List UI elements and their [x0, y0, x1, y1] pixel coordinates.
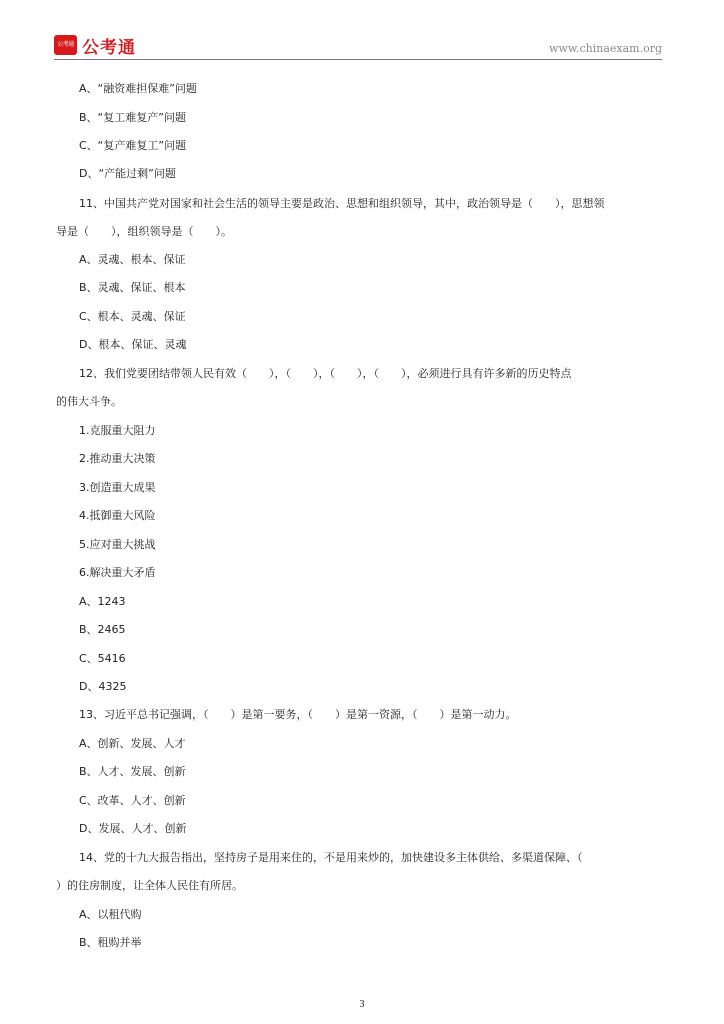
- question-14: 14、党的十九大报告指出，坚持房子是用来住的，不是用来炒的，加快建设多主体供给、多渠道保障、（: [79, 851, 583, 864]
- option-c: C、“复产难复工”问题: [79, 139, 187, 152]
- logo: [54, 33, 136, 57]
- page-header: [54, 33, 662, 59]
- statement-item: 2.推动重大决策: [79, 452, 156, 465]
- option-b: B、人才、发展、创新: [79, 765, 186, 778]
- option-a: A、创新、发展、人才: [79, 737, 186, 750]
- logo-text: 公考通: [82, 37, 136, 58]
- option-b: B、2465: [79, 623, 126, 636]
- page-number: 3: [359, 999, 365, 1010]
- question-14-continued: ）的住房制度，让全体人民住有所居。: [56, 879, 243, 892]
- statement-item: 6.解决重大矛盾: [79, 566, 156, 579]
- header-divider: [54, 59, 662, 60]
- statement-item: 4.抵御重大风险: [79, 509, 156, 522]
- option-d: D、根本、保证、灵魂: [79, 338, 187, 351]
- option-b: B、“复工难复产”问题: [79, 111, 186, 124]
- option-a: A、灵魂、根本、保证: [79, 253, 186, 266]
- option-a: A、以租代购: [79, 908, 142, 921]
- option-c: C、根本、灵魂、保证: [79, 310, 186, 323]
- option-d: D、“产能过剩”问题: [79, 167, 176, 180]
- option-c: C、5416: [79, 652, 126, 665]
- question-12: 12、我们党要团结带领人民有效（ ），（ ），（ ），（ ），必须进行具有许多新的历史特点: [79, 367, 572, 380]
- statement-item: 5.应对重大挑战: [79, 538, 156, 551]
- question-13: 13、习近平总书记强调，（ ）是第一要务，（ ）是第一资源，（ ）是第一动力。: [79, 708, 517, 721]
- option-a: A、1243: [79, 595, 126, 608]
- option-b: B、租购并举: [79, 936, 142, 949]
- question-11-continued: 导是（ ），组织领导是（ ）。: [56, 225, 232, 238]
- statement-item: 1.克服重大阻力: [79, 424, 156, 437]
- question-12-continued: 的伟大斗争。: [56, 395, 122, 408]
- logo-badge-icon: 公考通: [54, 35, 77, 55]
- option-d: D、发展、人才、创新: [79, 822, 187, 835]
- option-b: B、灵魂、保证、根本: [79, 281, 186, 294]
- option-c: C、改革、人才、创新: [79, 794, 186, 807]
- option-d: D、4325: [79, 680, 127, 693]
- site-url: www.chinaexam.org: [549, 42, 662, 55]
- option-a: A、“融资难担保难”问题: [79, 82, 197, 95]
- statement-item: 3.创造重大成果: [79, 481, 156, 494]
- question-11: 11、中国共产党对国家和社会生活的领导主要是政治、思想和组织领导，其中，政治领导是（ ），思想领: [79, 197, 605, 210]
